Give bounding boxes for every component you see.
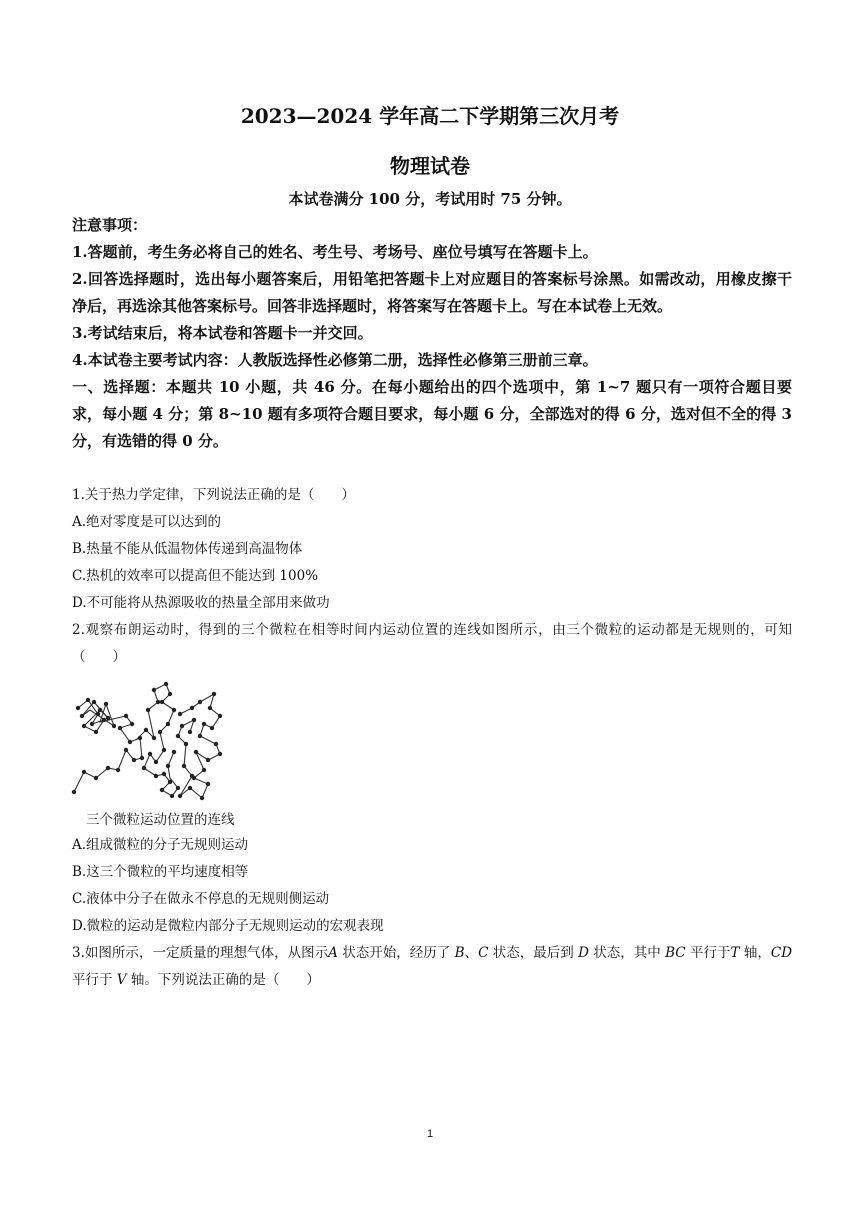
- page-number: 1: [426, 1128, 434, 1140]
- notice-section: [72, 212, 792, 455]
- notice-heading: 注意事项：: [72, 216, 148, 234]
- notice-item-1: 1.答题前，考生务必将自己的姓名、考生号、考场号、座位号填写在答题卡上。: [72, 243, 598, 261]
- q2-option-a: A.组成微粒的分子无规则运动: [72, 837, 249, 853]
- exam-subject: 物理试卷: [390, 154, 470, 178]
- state-b-label: B: [454, 945, 465, 961]
- axis-t-label: T: [730, 945, 740, 961]
- state-d-label: D: [578, 945, 589, 961]
- notice-item-4: 4.本试卷主要考试内容：人教版选择性必修第二册，选择性必修第三册前三章。: [72, 351, 598, 369]
- notice-item-2: 2.回答选择题时，选出每小题答案后，用铅笔把答题卡上对应题目的答案标号涂黑。如需改动，用橡皮擦干净后，再选涂其他答案标号。回答非选择题时，将答案写在答题卡上。写在本试卷上无效。: [72, 270, 792, 315]
- q1-stem: 1.关于热力学定律，下列说法正确的是（ ）: [72, 487, 355, 503]
- q1-option-b: B.热量不能从低温物体传递到高温物体: [72, 541, 303, 557]
- q2-option-b: B.这三个微粒的平均速度相等: [72, 864, 249, 880]
- q1-option-c: C.热机的效率可以提高但不能达到 100%: [72, 568, 319, 584]
- axis-v-label: V: [116, 972, 127, 988]
- q3-stem: 3.如图所示，一定质量的理想气体，从图示A 状态开始，经历了 B、C 状态，最后到 D 状态，其中 BC 平行于T 轴，CD 平行于 V 轴。下列说法正确的是（ ）: [72, 945, 793, 988]
- segment-cd-label: CD: [770, 945, 793, 961]
- exam-info: 本试卷满分 100 分，考试用时 75 分钟。: [288, 190, 572, 208]
- q2-stem: 2.观察布朗运动时，得到的三个微粒在相等时间内运动位置的连线如图所示，由三个微粒的运动都是无规则的，可知（ ）: [72, 622, 792, 665]
- brownian-motion-figure: [70, 680, 230, 805]
- section-1-intro: 一、选择题：本题共 10 小题，共 46 分。在每小题给出的四个选项中，第 1~7 题只有一项符合题目要求，每小题 4 分；第 8~10 题有多项符合题目要求，每小题 6 分，全部选对的得 6 分，选对但不全的得 3 分，有选错的得 0 分。: [72, 378, 792, 450]
- question-1: [72, 482, 792, 671]
- state-a-label: A: [328, 945, 338, 961]
- state-c-label: C: [478, 945, 489, 961]
- q2-option-c: C.液体中分子在做永不停息的无规则侧运动: [72, 891, 330, 907]
- question-2-options: [72, 832, 792, 994]
- q2-option-d: D.微粒的运动是微粒内部分子无规则运动的宏观表现: [72, 918, 384, 934]
- q1-option-a: A.绝对零度是可以达到的: [72, 514, 222, 530]
- segment-bc-label: BC: [665, 945, 686, 961]
- figure-caption: 三个微粒运动位置的连线: [86, 812, 235, 828]
- exam-title: 2023—2024 学年高二下学期第三次月考: [240, 104, 620, 128]
- notice-item-3: 3.考试结束后，将本试卷和答题卡一并交回。: [72, 324, 373, 342]
- q1-option-d: D.不可能将从热源吸收的热量全部用来做功: [72, 595, 330, 611]
